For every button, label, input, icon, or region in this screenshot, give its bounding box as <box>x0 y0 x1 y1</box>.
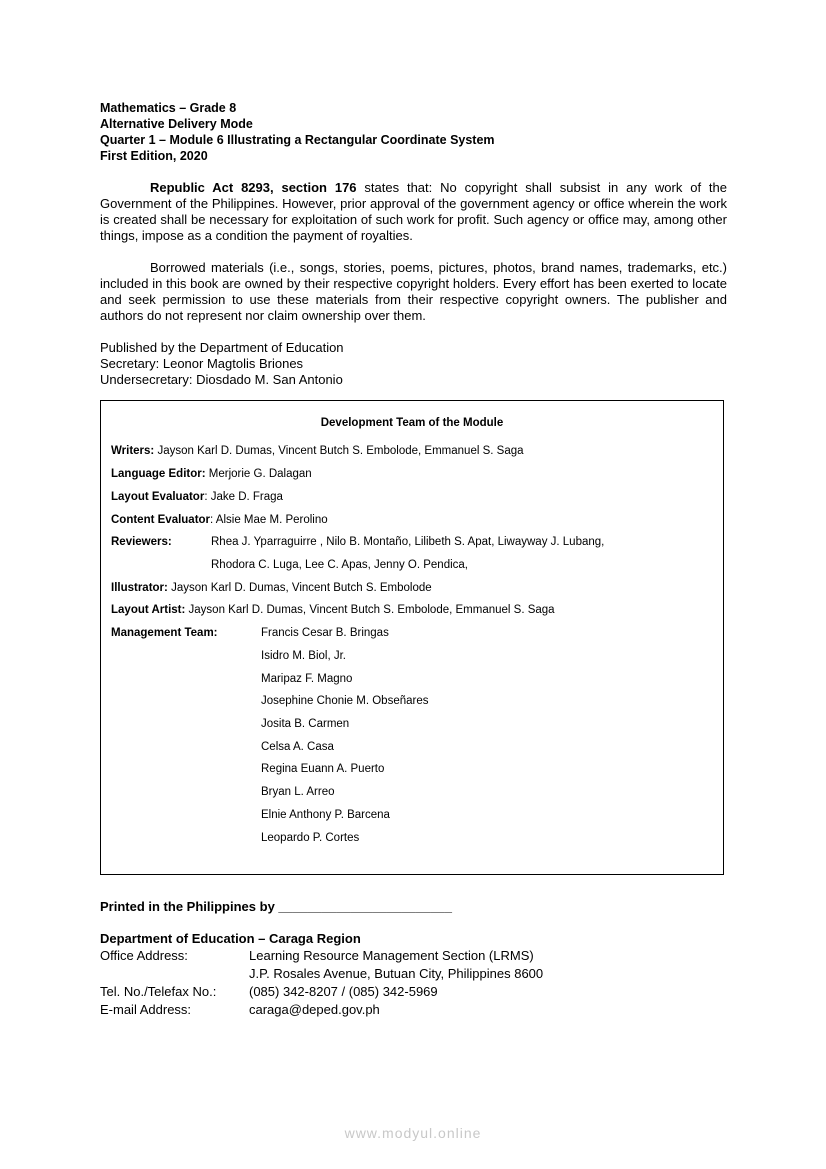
reviewers-label: Reviewers: <box>111 536 172 548</box>
writers-row <box>111 445 524 457</box>
management-member: Josephine Chonie M. Obseñares <box>261 695 429 707</box>
ra-reference: Republic Act 8293, section 176 <box>150 180 357 195</box>
language-editor-value: Merjorie G. Dalagan <box>208 468 312 480</box>
tel-value: (085) 342-8207 / (085) 342-5969 <box>249 984 438 999</box>
reviewers-line1: Rhea J. Yparraguirre , Nilo B. Montaño, Lilibeth S. Apat, Liwayway J. Lubang, <box>211 536 605 548</box>
reviewers-line2: Rhodora C. Luga, Lee C. Apas, Jenny O. Pendica, <box>211 559 468 571</box>
team-title: Development Team of the Module <box>320 417 504 429</box>
management-member: Celsa A. Casa <box>261 741 334 753</box>
illustrator-row <box>111 582 432 594</box>
module-title: Quarter 1 – Module 6 Illustrating a Rectangular Coordinate System <box>100 133 495 147</box>
copyright-paragraph <box>100 180 727 244</box>
content-evaluator-value: : Alsie Mae M. Perolino <box>210 514 328 526</box>
office-label: Office Address: <box>100 948 188 963</box>
management-member: Bryan L. Arreo <box>261 786 335 798</box>
tel-label: Tel. No./Telefax No.: <box>100 984 217 999</box>
delivery-mode: Alternative Delivery Mode <box>100 117 253 131</box>
management-member: Isidro M. Biol, Jr. <box>261 650 346 662</box>
management-member: Maripaz F. Magno <box>261 673 353 685</box>
management-member: Josita B. Carmen <box>261 718 350 730</box>
language-editor-row <box>111 468 312 480</box>
language-editor-label: Language Editor: <box>111 468 206 480</box>
management-member: Elnie Anthony P. Barcena <box>261 809 390 821</box>
edition: First Edition, 2020 <box>100 149 208 163</box>
watermark: www.modyul.online <box>344 1125 482 1141</box>
content-evaluator-label: Content Evaluator <box>111 514 211 526</box>
reviewers-row <box>111 536 172 548</box>
development-team-box <box>100 400 724 875</box>
publisher-block <box>100 340 727 388</box>
management-member: Francis Cesar B. Bringas <box>261 627 389 639</box>
layout-evaluator-row <box>111 491 283 503</box>
module-subject: Mathematics – Grade 8 <box>100 101 237 115</box>
layout-artist-row <box>111 604 555 616</box>
layout-evaluator-value: : Jake D. Fraga <box>204 491 283 503</box>
writers-label: Writers: <box>111 445 155 457</box>
office-line1: Learning Resource Management Section (LRMS) <box>249 948 534 963</box>
layout-evaluator-label: Layout Evaluator <box>111 491 205 503</box>
published-by: Published by the Department of Education <box>100 340 344 355</box>
office-line2: J.P. Rosales Avenue, Butuan City, Philippines 8600 <box>249 966 544 981</box>
secretary: Secretary: Leonor Magtolis Briones <box>100 356 304 371</box>
illustrator-label: Illustrator: <box>111 582 168 594</box>
borrowed-paragraph: Borrowed materials (i.e., songs, stories, poems, pictures, photos, brand names, trademarks, etc.) included in this book are owned by their respective copyright holders. Every effort has been exerted to locate and seek permission to use these materials from their respective copyright owners. The publisher and authors do not represent nor claim ownership over them. <box>100 260 727 323</box>
email-value: caraga@deped.gov.ph <box>249 1002 380 1017</box>
writers-value: Jayson Karl D. Dumas, Vincent Butch S. Embolode, Emmanuel S. Saga <box>157 445 524 457</box>
document-page <box>100 100 727 388</box>
management-row <box>111 627 218 639</box>
printed-line: Printed in the Philippines by ________________________ <box>100 899 452 914</box>
ra-text: states that: No copyright shall subsist in any work of the Government of the Philippines. However, prior approval of the government agency or office wherein the work is created shall be necessary for exploitation of such work for profit. Such agency or office may, among other things, impose as a condition the payment of royalties. <box>100 180 727 243</box>
management-member: Leopardo P. Cortes <box>261 832 360 844</box>
layout-artist-label: Layout Artist: <box>111 604 186 616</box>
management-label: Management Team: <box>111 627 218 639</box>
undersecretary: Undersecretary: Diosdado M. San Antonio <box>100 372 343 387</box>
illustrator-value: Jayson Karl D. Dumas, Vincent Butch S. Embolode <box>171 582 432 594</box>
content-evaluator-row <box>111 514 328 526</box>
management-member: Regina Euann A. Puerto <box>261 763 385 775</box>
deped-title: Department of Education – Caraga Region <box>100 931 361 946</box>
email-label: E-mail Address: <box>100 1002 192 1017</box>
layout-artist-value: Jayson Karl D. Dumas, Vincent Butch S. Embolode, Emmanuel S. Saga <box>188 604 555 616</box>
